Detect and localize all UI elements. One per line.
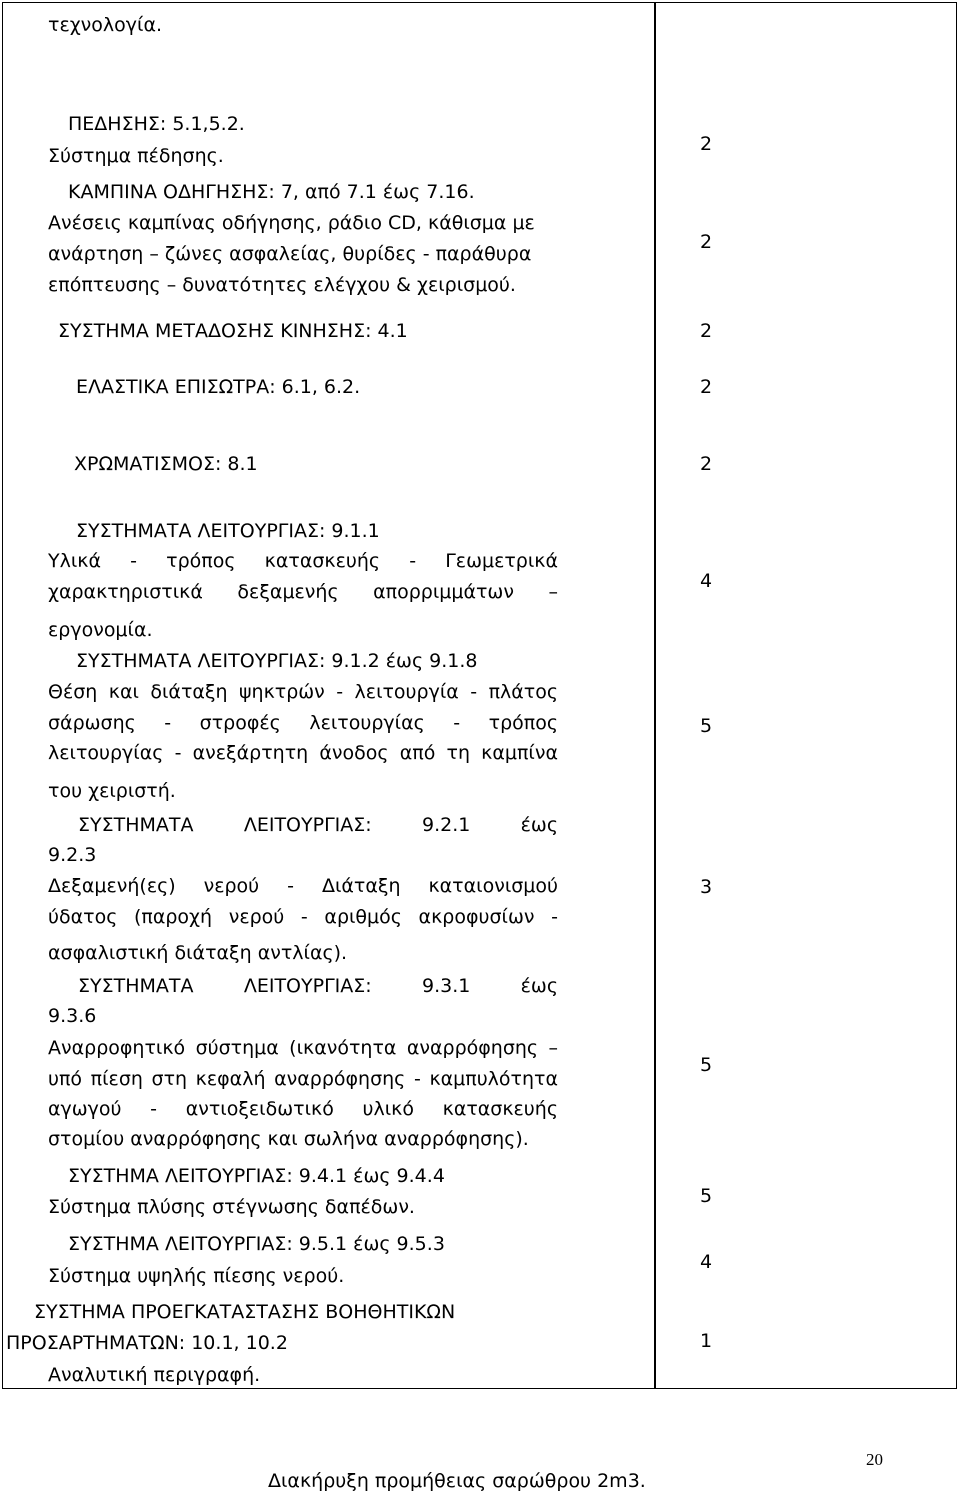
row-3-text-3: επόπτευσης – δυνατότητες ελέγχου & χειρισμού.: [48, 274, 516, 296]
row-8-line-4: του χειριστή.: [48, 780, 176, 802]
row-10-line-3: αγωγού - αντιοξειδωτικό υλικό κατασκευής: [48, 1098, 558, 1120]
row-3-text-2: ανάρτηση – ζώνες ασφαλείας, θυρίδες - παράθυρα: [48, 243, 532, 265]
row-9-heading-line: [78, 810, 558, 841]
row-9-line-2: ύδατος (παροχή νερού - αριθμός ακροφυσίων -: [48, 905, 558, 928]
row-13-heading-cont: ΠΡΟΣΑΡΤΗΜΑΤΩΝ: 10.1, 10.2: [6, 1332, 288, 1354]
row-7-line-1: Υλικά - τρόπος κατασκευής - Γεωμετρικά: [48, 550, 558, 572]
score-row-2: 2: [700, 133, 713, 155]
row-8-line-2: σάρωσης - στροφές λειτουργίας - τρόπος: [48, 711, 558, 734]
column-divider: [654, 2, 656, 1389]
score-row-11: 5: [700, 1185, 713, 1207]
row-10-heading-line: [78, 971, 558, 1002]
row-8-line-3: λειτουργίας - ανεξάρτητη άνοδος από τη καμπίνα: [48, 742, 558, 764]
row-13-heading: ΣΥΣΤΗΜΑ ΠΡΟΕΓΚΑΤΑΣΤΑΣΗΣ ΒΟΗΘΗΤΙΚΩΝ: [34, 1301, 456, 1323]
score-row-7: 4: [700, 570, 713, 592]
row-9-paragraph: [48, 871, 558, 932]
score-row-9: 3: [700, 876, 713, 898]
row-10-line-2: υπό πίεση στη κεφαλή αναρρόφησης - καμπυλότητα: [48, 1067, 558, 1090]
page-number: 20: [866, 1450, 883, 1469]
row-11-heading: ΣΥΣΤΗΜΑ ΛΕΙΤΟΥΡΓΙΑΣ: 9.4.1 έως 9.4.4: [68, 1165, 445, 1187]
row-10-line-1: Αναρροφητικό σύστημα (ικανότητα αναρρόφησης –: [48, 1037, 558, 1059]
row-9-line-1: Δεξαμενή(ες) νερού - Διάταξη καταιονισμού: [48, 875, 558, 897]
row-3-text-1: Ανέσεις καμπίνας οδήγησης, ράδιο CD, κάθισμα με: [48, 212, 535, 234]
row-9-heading: ΣΥΣΤΗΜΑΤΑ ΛΕΙΤΟΥΡΓΙΑΣ: 9.2.1 έως: [78, 814, 558, 836]
score-row-6: 2: [700, 453, 713, 475]
row-10-heading: ΣΥΣΤΗΜΑΤΑ ΛΕΙΤΟΥΡΓΙΑΣ: 9.3.1 έως: [78, 975, 558, 997]
row-8-paragraph: [48, 677, 558, 769]
score-row-4: 2: [700, 320, 713, 342]
row-7-line-3: εργονομία.: [48, 619, 153, 641]
row-11-text: Σύστημα πλύσης στέγνωσης δαπέδων.: [48, 1196, 415, 1218]
score-row-3: 2: [700, 231, 713, 253]
row-5-heading: ΕΛΑΣΤΙΚΑ ΕΠΙΣΩΤΡΑ: 6.1, 6.2.: [76, 376, 361, 398]
score-row-12: 4: [700, 1251, 713, 1273]
row-10-line-4: στομίου αναρρόφησης και σωλήνα αναρρόφησης).: [48, 1128, 529, 1150]
row-2-text: Σύστημα πέδησης.: [48, 145, 224, 167]
row-4-heading: ΣΥΣΤΗΜΑ ΜΕΤΑΔΟΣΗΣ ΚΙΝΗΣΗΣ: 4.1: [58, 320, 408, 342]
row-8-heading: ΣΥΣΤΗΜΑΤΑ ΛΕΙΤΟΥΡΓΙΑΣ: 9.1.2 έως 9.1.8: [76, 650, 478, 672]
row-2-heading: ΠΕΔΗΣΗΣ: 5.1,5.2.: [68, 113, 245, 135]
score-row-8: 5: [700, 715, 713, 737]
row-7-paragraph: [48, 546, 558, 607]
row-13-text: Αναλυτική περιγραφή.: [48, 1364, 261, 1386]
row-6-heading: ΧΡΩΜΑΤΙΣΜΟΣ: 8.1: [74, 453, 258, 475]
row-8-line-1: Θέση και διάταξη ψηκτρών - λειτουργία - πλάτος: [48, 681, 558, 703]
row-12-heading: ΣΥΣΤΗΜΑ ΛΕΙΤΟΥΡΓΙΑΣ: 9.5.1 έως 9.5.3: [68, 1233, 445, 1255]
row-7-line-2: χαρακτηριστικά δεξαμενής απορριμμάτων –: [48, 580, 558, 603]
row-1-text: τεχνολογία.: [48, 14, 163, 36]
score-row-5: 2: [700, 376, 713, 398]
row-7-heading: ΣΥΣΤΗΜΑΤΑ ΛΕΙΤΟΥΡΓΙΑΣ: 9.1.1: [76, 520, 380, 542]
score-row-13: 1: [700, 1330, 713, 1352]
row-10-paragraph: [48, 1033, 558, 1125]
row-12-text: Σύστημα υψηλής πίεσης νερού.: [48, 1265, 345, 1287]
row-9-heading-cont: 9.2.3: [48, 844, 97, 866]
score-row-10: 5: [700, 1054, 713, 1076]
row-3-heading: ΚΑΜΠΙΝΑ ΟΔΗΓΗΣΗΣ: 7, από 7.1 έως 7.16.: [68, 181, 475, 203]
row-9-line-3: ασφαλιστική διάταξη αντλίας).: [48, 942, 348, 964]
page-footer: Διακήρυξη προμήθειας σαρώθρου 2m3.: [268, 1470, 646, 1492]
row-10-heading-cont: 9.3.6: [48, 1005, 97, 1027]
